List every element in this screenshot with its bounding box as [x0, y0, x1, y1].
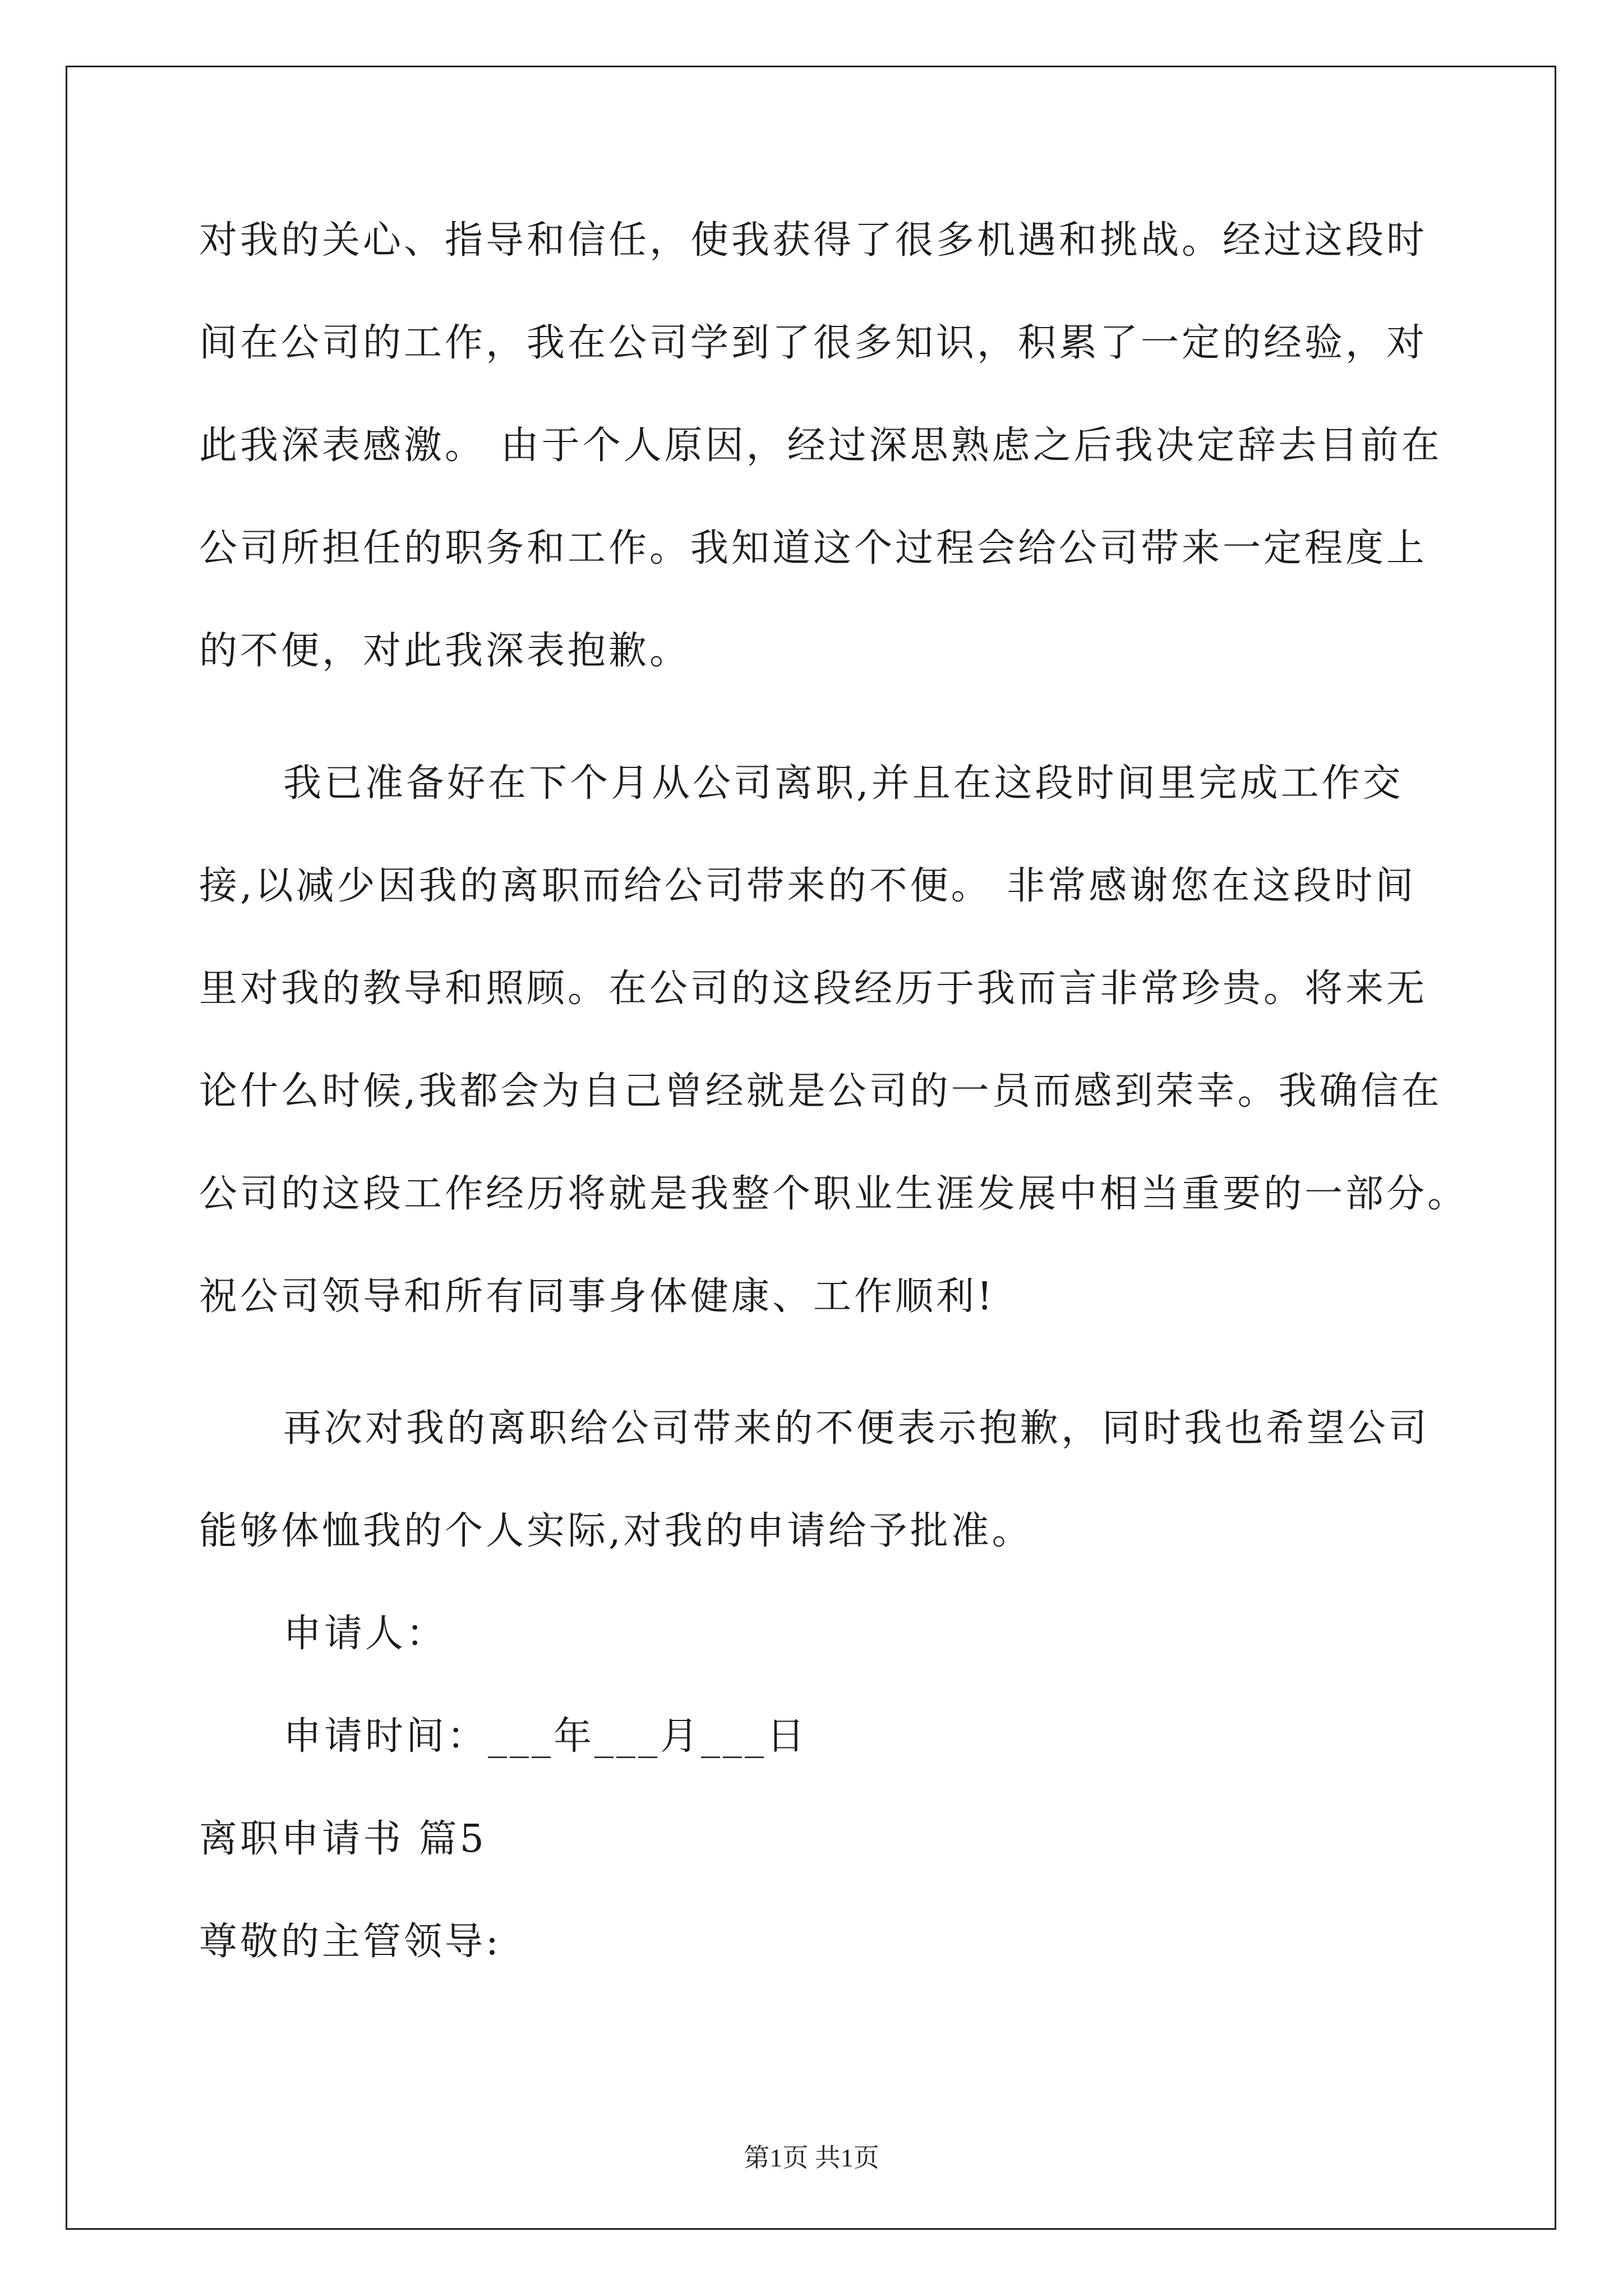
- page-border: [66, 66, 1556, 2230]
- application-date: 申请时间：___年___月___日: [283, 1714, 808, 1759]
- section-title: 离职申请书 篇5: [199, 1817, 487, 1861]
- paragraph-1-line-4: 公司所担任的职务和工作。我知道这个过程会给公司带来一定程度上: [199, 526, 1428, 570]
- paragraph-1-line-1: 对我的关心、指导和信任，使我获得了很多机遇和挑战。经过这段时: [199, 218, 1428, 263]
- paragraph-2-line-2: 接,以减少因我的离职而给公司带来的不便。 非常感谢您在这段时间: [199, 864, 1417, 908]
- paragraph-2-line-3: 里对我的教导和照顾。在公司的这段经历于我而言非常珍贵。将来无: [199, 967, 1428, 1011]
- paragraph-2-line-6: 祝公司领导和所有同事身体健康、工作顺利!: [199, 1274, 995, 1319]
- salutation: 尊敬的主管领导:: [199, 1920, 501, 1964]
- page-footer: 第1页 共1页: [744, 2143, 879, 2172]
- paragraph-3-line-2: 能够体恤我的个人实际,对我的申请给予批准。: [199, 1509, 1033, 1553]
- paragraph-1-line-5: 的不便，对此我深表抱歉。: [199, 629, 691, 673]
- applicant-label: 申请人：: [283, 1612, 448, 1656]
- paragraph-2-line-4: 论什么时候,我都会为自己曾经就是公司的一员而感到荣幸。我确信在: [199, 1069, 1442, 1114]
- paragraph-2-line-1: 我已准备好在下个月从公司离职,并且在这段时间里完成工作交: [283, 761, 1404, 806]
- paragraph-2-line-5: 公司的这段工作经历将就是我整个职业生涯发展中相当重要的一部分。: [199, 1172, 1469, 1216]
- paragraph-1-line-2: 间在公司的工作，我在公司学到了很多知识，积累了一定的经验，对: [199, 321, 1428, 365]
- paragraph-1-line-3: 此我深表感激。 由于个人原因，经过深思熟虑之后我决定辞去目前在: [199, 424, 1442, 468]
- paragraph-3-line-1: 再次对我的离职给公司带来的不便表示抱歉，同时我也希望公司: [283, 1406, 1430, 1451]
